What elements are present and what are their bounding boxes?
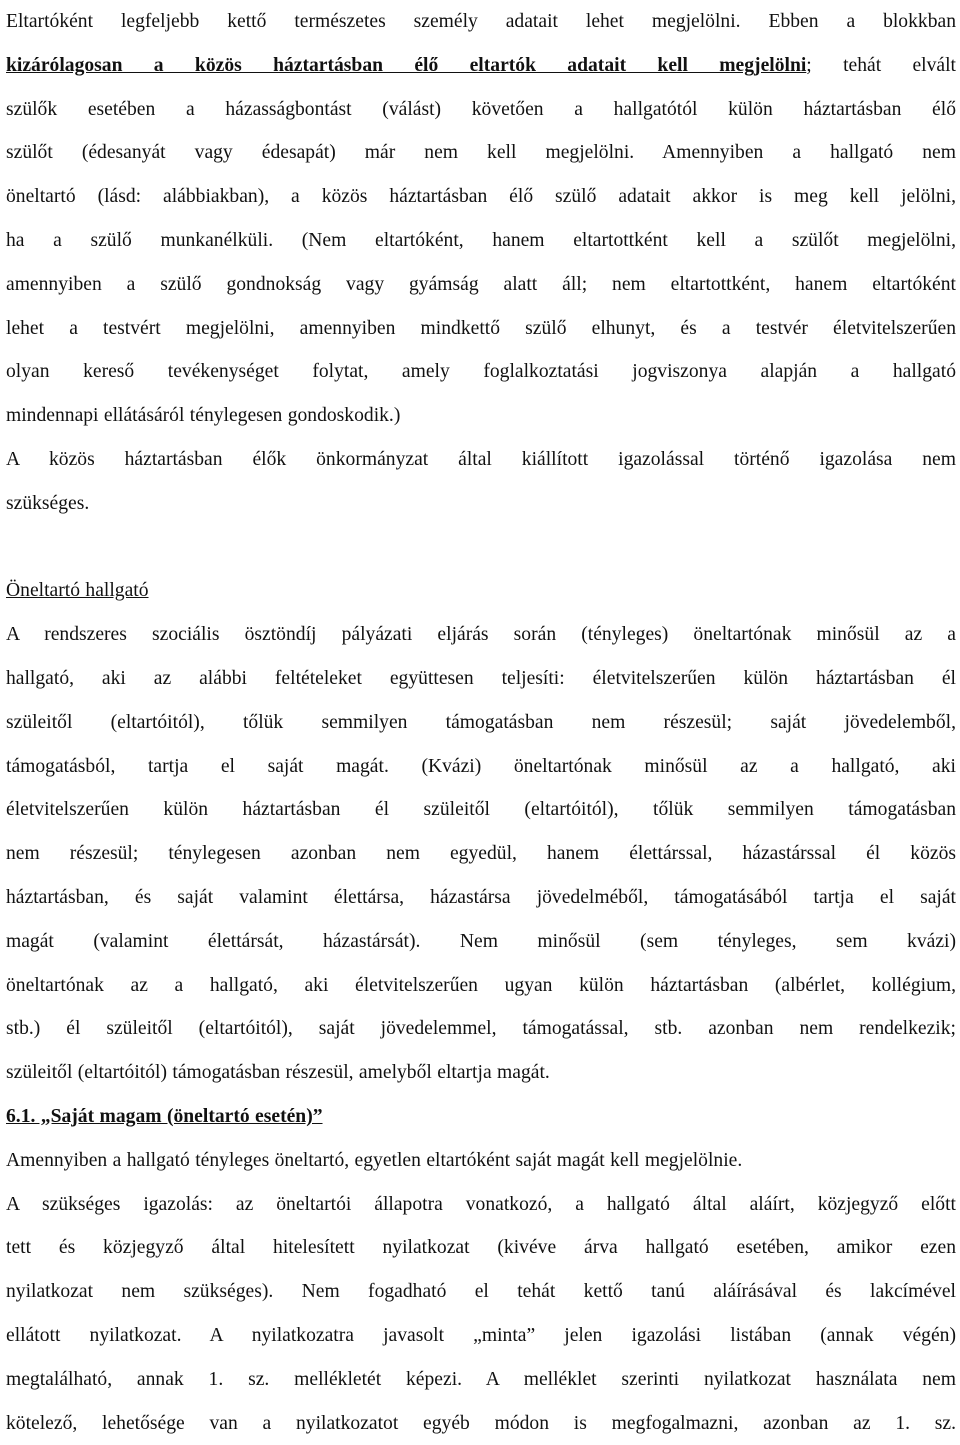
text-line: kötelező, lehetősége van a nyilatkozatot egyéb módon is megfogalmazni, azonban az 1. sz. [6,1402,956,1445]
text-line: nem részesül; ténylegesen azonban nem egyedül, hanem élettárssal, házastárssal él közös [6,832,956,876]
text-line: nyilatkozat nem szükséges). Nem fogadható el tehát kettő tanú aláírásával és lakcímével [6,1270,956,1314]
text-line: tett és közjegyző által hitelesített nyilatkozat (kivéve árva hallgató esetében, amikor ezen [6,1226,956,1270]
text-line: háztartásban, és saját valamint élettársa, házastársa jövedelméből, támogatásából tartja el saját [6,876,956,920]
text-line: A szükséges igazolás: az öneltartói állapotra vonatkozó, a hallgató által aláírt, közjegyző előtt [6,1183,956,1227]
text-line: lehet a testvért megjelölni, amennyiben mindkettő szülő elhunyt, és a testvér életvitelszerűen [6,307,956,351]
text-line: ellátott nyilatkozat. A nyilatkozatra javasolt „minta” jelen igazolási listában (annak végén) [6,1314,956,1358]
text-line: szülőt (édesanyát vagy édesapát) már nem kell megjelölni. Amennyiben a hallgató nem [6,131,956,175]
paragraph-eltarto-rules [6,0,956,526]
text-line: hallgató, aki az alábbi feltételeket együttesen teljesíti: életvitelszerűen külön háztartásban él [6,657,956,701]
underlined-emphasis: kizárólagosan a közös háztartásban élő eltartók adatait kell megjelölni [6,55,806,76]
text-line: magát (valamint élettársát, házastársát). Nem minősül (sem tényleges, sem kvázi) [6,920,956,964]
text-line: amennyiben a szülő gondnokság vagy gyámság alatt áll; nem eltartottként, hanem eltartóként [6,263,956,307]
text-line: mindennapi ellátásáról ténylegesen gondoskodik.) [6,394,956,438]
text-line: olyan kereső tevékenységet folytat, amely foglalkoztatási jogviszonya alapján a hallgató [6,350,956,394]
section-6-1 [6,1095,956,1445]
text-line: A közös háztartásban élők önkormányzat által kiállított igazolással történő igazolása nem [6,438,956,482]
text-line: ha a szülő munkanélküli. (Nem eltartóként, hanem eltartottként kell a szülőt megjelölni, [6,219,956,263]
text-line: öneltartó (lásd: alábbiakban), a közös háztartásban élő szülő adatait akkor is meg kell jelölni, [6,175,956,219]
text-line [6,44,956,88]
text-line: A rendszeres szociális ösztöndíj pályázati eljárás során (tényleges) öneltartónak minősül az a [6,613,956,657]
text-line: életvitelszerűen külön háztartásban él szüleitől (eltartóitól), tőlük semmilyen támogatásban [6,788,956,832]
text-line: Eltartóként legfeljebb kettő természetes személy adatait lehet megjelölni. Ebben a blokkban [6,0,956,44]
spacer [6,526,956,570]
text-line: szülők esetében a házasságbontást (válást) követően a hallgatótól külön háztartásban élő [6,88,956,132]
text-line: támogatásból, tartja el saját magát. (Kvázi) öneltartónak minősül az a hallgató, aki [6,745,956,789]
text-line: öneltartónak az a hallgató, aki életvitelszerűen ugyan külön háztartásban (albérlet, kollégium, [6,964,956,1008]
document-page [6,0,956,1445]
text-line: szüleitől (eltartóitól), tőlük semmilyen támogatásban nem részesül; saját jövedelemből, [6,701,956,745]
text-line: megtalálható, annak 1. sz. mellékletét képezi. A melléklet szerinti nyilatkozat használata nem [6,1358,956,1402]
text-line: stb.) él szüleitől (eltartóitól), saját jövedelemmel, támogatással, stb. azonban nem rendelkezik; [6,1007,956,1051]
text-line: szükséges. [6,482,956,526]
section-oneltarto-hallgato [6,569,956,1095]
section-heading: 6.1. „Saját magam (öneltartó esetén)” [6,1095,956,1139]
text-line: szüleitől (eltartóitól) támogatásban részesül, amelyből eltartja magát. [6,1051,956,1095]
text-fragment: ; tehát elvált [806,55,956,76]
section-heading: Öneltartó hallgató [6,569,956,613]
text-line: Amennyiben a hallgató tényleges öneltartó, egyetlen eltartóként saját magát kell megjelölnie. [6,1139,956,1183]
